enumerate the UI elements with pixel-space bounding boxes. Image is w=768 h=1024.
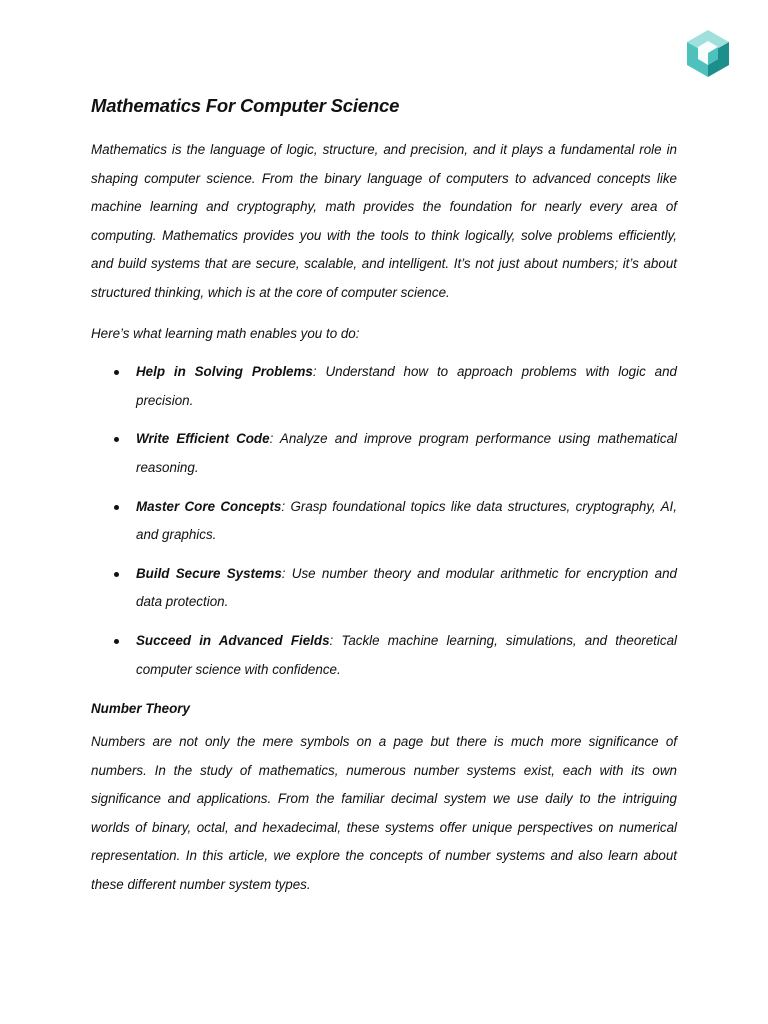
bullet-text: : Understand how to approach problems with logic and precision. <box>136 364 677 408</box>
bullet-term: Write Efficient Code <box>136 431 270 447</box>
page-title: Mathematics For Computer Science <box>91 95 400 116</box>
bullet-term: Help in Solving Problems <box>136 364 313 380</box>
list-item <box>91 560 677 617</box>
bullet-term: Succeed in Advanced Fields <box>136 632 330 648</box>
list-item <box>91 627 677 684</box>
bullet-text: : Grasp foundational topics like data structures, cryptography, AI, and graphics. <box>136 498 677 543</box>
benefits-list <box>91 358 677 684</box>
bullet-term: Master Core Concepts <box>136 498 282 514</box>
bullet-text: : Analyze and improve program performance using mathematical reasoning. <box>136 431 677 475</box>
cube-logo-icon <box>683 28 733 78</box>
document-body <box>91 94 677 912</box>
list-item <box>91 493 677 550</box>
bullet-text: : Use number theory and modular arithmetic for encryption and data protection. <box>136 565 677 610</box>
lead-sentence: Here’s what learning math enables you to do: <box>91 325 360 341</box>
list-item <box>91 425 677 482</box>
section-heading: Number Theory <box>91 701 190 717</box>
bullet-text: : Tackle machine learning, simulations, and theoretical computer science with confidence. <box>136 632 677 677</box>
list-item <box>91 358 677 415</box>
section-paragraph: Numbers are not only the mere symbols on a page but there is much more significance of numbers. In the study of mathematics, numerous number systems exist, each with its own significance and applications. From the familiar decimal system we use daily to the intriguing worlds of binary, octal, and hexadecimal, these systems offer unique perspectives on numerical representation. In this article, we explore the concepts of number systems and also learn about these different number system types. <box>91 734 677 893</box>
intro-paragraph: Mathematics is the language of logic, structure, and precision, and it plays a fundamental role in shaping computer science. From the binary language of computers to advanced concepts like machine learning and cryptography, math provides the foundation for nearly every area of computing. Mathematics provides you with the tools to think logically, solve problems efficiently, and build systems that are secure, scalable, and intelligent. It’s not just about numbers; it’s about structured thinking, which is at the core of computer science. <box>91 142 677 300</box>
bullet-term: Build Secure Systems <box>136 565 282 581</box>
